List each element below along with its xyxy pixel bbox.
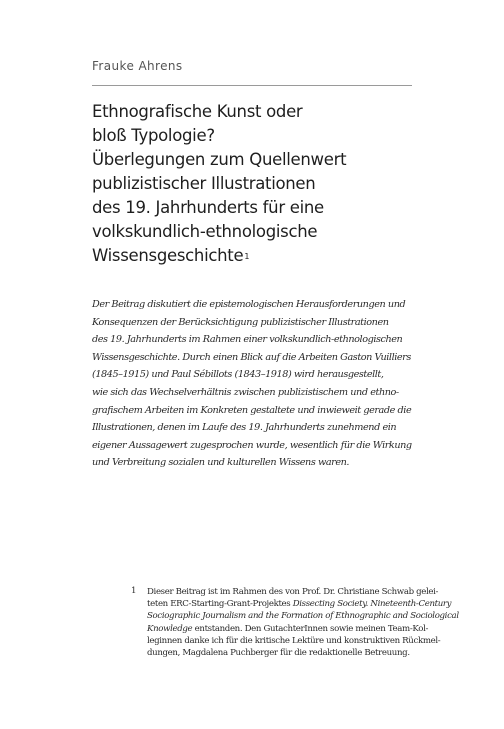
abstract-line: (1845–1915) und Paul Sébillots (1843–1918) wird herausgestellt, — [92, 369, 384, 381]
title-line: publizistischer Illustrationen — [92, 174, 316, 193]
footnote-line: leginnen danke ich für die kritische Lektüre und konstruktiven Rückmel- — [147, 635, 441, 646]
title-line: des 19. Jahrhunderts für eine — [92, 198, 324, 217]
footnote-line: dungen, Magdalena Puchberger für die redaktionelle Betreuung. — [147, 648, 410, 659]
footnote-text: entstanden. Den GutachterInnen sowie meinen Team-Kol- — [192, 623, 429, 634]
project-title-italic: Knowledge — [147, 623, 193, 634]
footnote-text: teten ERC-Starting-Grant-Projektes — [147, 599, 293, 610]
abstract-line: eigener Aussagewert zugesprochen wurde, wesentlich für die Wirkung — [92, 439, 412, 451]
title-line-last — [92, 244, 422, 268]
header-rule — [92, 85, 412, 86]
project-title-italic: Dissecting Society. Nineteenth-Century — [292, 599, 452, 610]
title-line-text: Wissensgeschichte — [92, 246, 244, 265]
abstract-line: Wissensgeschichte. Durch einen Blick auf die Arbeiten Gaston Vuilliers — [92, 351, 411, 363]
abstract-line: des 19. Jahrhunderts im Rahmen einer volkskundlich-ethnologischen — [92, 334, 403, 346]
abstract-line: Der Beitrag diskutiert die epistemologischen Herausforderungen und — [92, 299, 406, 310]
project-title-italic: Sociographic Journalism and the Formation of Ethnographic and Sociological — [147, 611, 459, 622]
abstract-line: Konsequenzen der Berücksichtigung publizistischer Illustrationen — [92, 316, 389, 328]
footnote-line — [147, 623, 429, 635]
title-line: volkskundlich-ethnologische — [92, 222, 318, 241]
footnote — [147, 586, 459, 659]
abstract-line: und Verbreitung sozialen und kulturellen Wissens waren. — [92, 457, 350, 469]
author-name: Frauke Ahrens — [92, 59, 183, 73]
abstract-line: grafischem Arbeiten im Konkreten gestaltete und inwieweit gerade die — [92, 404, 412, 416]
footnote-line: Dieser Beitrag ist im Rahmen des von Prof. Dr. Christiane Schwab gelei- — [147, 587, 439, 597]
footnote-number: 1 — [131, 586, 137, 596]
title-line: bloß Typologie? — [92, 126, 215, 145]
article-title — [92, 100, 422, 268]
title-footnote-reference[interactable]: 1 — [244, 252, 250, 261]
title-line: Ethnografische Kunst oder — [92, 102, 303, 121]
abstract — [92, 296, 412, 472]
abstract-line: wie sich das Wechselverhältnis zwischen publizistischem und ethno- — [92, 386, 399, 398]
footnote-line — [147, 598, 452, 610]
title-line: Überlegungen zum Quellenwert — [92, 150, 347, 169]
footnote-line — [147, 610, 459, 622]
abstract-line: Illustrationen, denen im Laufe des 19. Jahrhunderts zunehmend ein — [92, 422, 397, 434]
